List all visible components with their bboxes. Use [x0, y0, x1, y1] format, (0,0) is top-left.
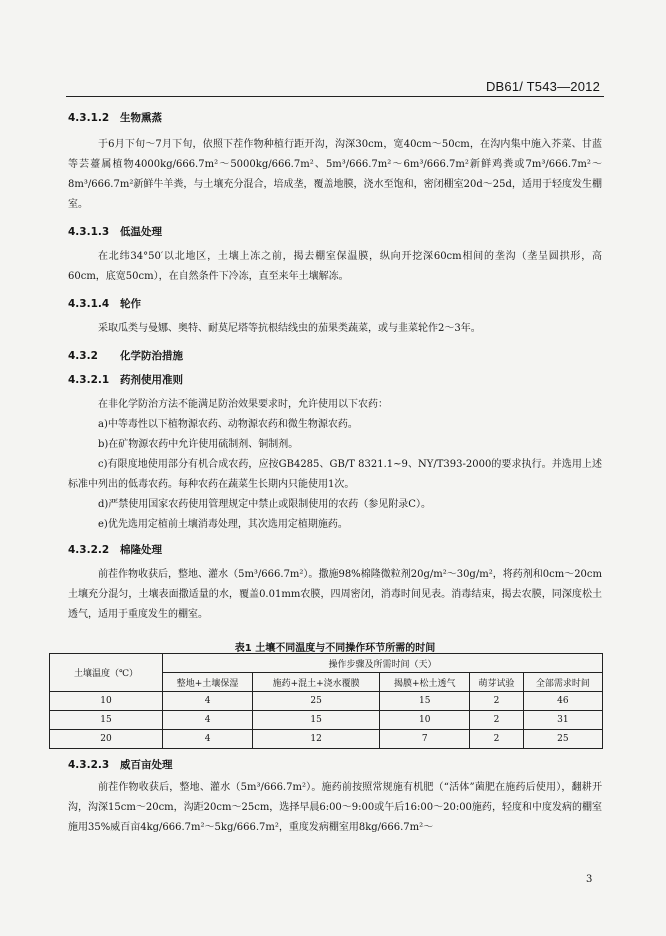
heading-number: 4.3.2.1 [68, 374, 110, 386]
list-item-e: e)优先选用定植前土壤消毒处理，其次选用定植期施药。 [98, 519, 348, 530]
table-cell: 10 [50, 692, 163, 711]
table-cell: 15 [380, 692, 470, 711]
heading-4322 [68, 543, 602, 557]
heading-title: 化学防治措施 [120, 350, 183, 362]
table-col-header: 施药+混土+浇水覆膜 [253, 673, 380, 692]
heading-number: 4.3.1.2 [68, 112, 110, 124]
heading-4314 [68, 297, 602, 311]
table-cell: 25 [253, 692, 380, 711]
table-group-header: 操作步骤及所需时间（天） [163, 654, 603, 673]
table-col-header: 全部需求时间 [523, 673, 602, 692]
table-cell: 4 [163, 692, 253, 711]
table-cell: 15 [253, 711, 380, 730]
page-number: 3 [586, 874, 593, 885]
heading-number: 4.3.2.3 [68, 759, 110, 771]
table-col-header: 萌芽试验 [470, 673, 523, 692]
table-col-header: 整地+土壤保湿 [163, 673, 253, 692]
table-cell: 15 [50, 711, 163, 730]
document-code: DB61/ T543—2012 [485, 79, 600, 94]
soil-temperature-table [49, 653, 603, 749]
table-cell: 7 [380, 730, 470, 749]
table-cell: 25 [523, 730, 602, 749]
table-cell: 2 [470, 730, 523, 749]
heading-number: 4.3.2.2 [68, 544, 110, 556]
heading-title: 棉隆处理 [120, 544, 162, 556]
list-item-b: b)在矿物源农药中允许使用硫制剂、铜制剂。 [98, 439, 299, 450]
heading-title: 低温处理 [120, 226, 162, 238]
heading-title: 生物熏蒸 [120, 112, 162, 124]
heading-4321 [68, 373, 602, 387]
table-cell: 4 [163, 730, 253, 749]
heading-title: 药剂使用准则 [120, 374, 183, 386]
table-cell: 31 [523, 711, 602, 730]
table-cell: 2 [470, 692, 523, 711]
heading-4312 [68, 111, 602, 125]
table-row [50, 730, 603, 749]
page-body [68, 106, 602, 654]
table-row-header: 土壤温度（℃） [50, 654, 163, 692]
table-cell: 20 [50, 730, 163, 749]
table-cell: 4 [163, 711, 253, 730]
heading-title: 轮作 [120, 298, 141, 310]
paragraph-pesticide-intro: 在非化学防治方法不能满足防治效果要求时，允许使用以下农药： [98, 399, 388, 410]
table-col-header: 揭膜+松土透气 [380, 673, 470, 692]
table-row [50, 711, 603, 730]
paragraph-metam: 前茬作物收获后，整地、灌水（5m³/666.7m²）。施药前按照常规施有机肥（“活体”菌肥在施药后使用），翻耕开沟，沟深15cm～20cm，沟距20cm～25cm，选择早晨6:00～9:00或午后16:00～20:00施药，轻度和中度发病的棚室施用35%威百亩4kg/666.7m²～5kg/666.7m²，重度发病棚室用8kg/666.7m²～ [68, 782, 602, 833]
header-rule [66, 96, 604, 97]
paragraph-rotation: 采取瓜类与曼娜、奥特、耐莫尼塔等抗根结线虫的茄果类蔬菜，或与韭菜轮作2～3年。 [98, 323, 481, 334]
heading-number: 4.3.2 [68, 350, 98, 362]
paragraph-biofumigation: 于6月下旬～7月下旬，依照下茬作物种植行距开沟，沟深30cm，宽40cm～50cm，在沟内集中施入芥菜、甘蓝等芸薹属植物4000kg/666.7m²～5000kg/666.7m²、5m³/666.7m²～6m³/666.7m²新鲜鸡粪或7m³/666.7m²～8m³/666.7m²新鲜牛羊粪，与土壤充分混合，培成垄，覆盖地膜，浇水至饱和，密闭棚室20d～25d，适用于轻度发生棚室。 [68, 139, 602, 210]
page-body-lower [68, 758, 602, 838]
table-caption: 表1 土壤不同温度与不同操作环节所需的时间 [234, 643, 436, 654]
paragraph-dazomet: 前茬作物收获后，整地、灌水（5m³/666.7m²）。撒施98%棉隆微粒剂20g/m²～30g/m²，将药剂和0cm～20cm土壤充分混匀，土壤表面撒适量的水，覆盖0.01mm农膜，四周密闭，消毒时间见表。消毒结束，揭去农膜，同深度松土透气，适用于重度发生的棚室。 [68, 569, 602, 620]
table-row [50, 692, 603, 711]
table-cell: 46 [523, 692, 602, 711]
heading-4323 [68, 758, 602, 772]
table-cell: 12 [253, 730, 380, 749]
list-item-c: c)有限度地使用部分有机合成农药，应按GB4285、GB/T 8321.1~9、NY/T393-2000的要求执行。并选用上述标准中列出的低毒农药。每种农药在蔬菜生长期内只能使用1次。 [68, 459, 602, 490]
heading-number: 4.3.1.4 [68, 298, 110, 310]
paragraph-low-temp: 在北纬34°50′以北地区，土壤上冻之前，揭去棚室保温膜，纵向开挖深60cm相间的垄沟（垄呈圆拱形，高60cm，底宽50cm），在自然条件下冷冻，直至来年土壤解冻。 [68, 251, 602, 282]
heading-4313 [68, 225, 602, 239]
heading-432 [68, 349, 602, 363]
heading-title: 威百亩处理 [120, 759, 173, 771]
list-item-a: a)中等毒性以下植物源农药、动物源农药和微生物源农药。 [98, 419, 358, 430]
table-cell: 2 [470, 711, 523, 730]
heading-number: 4.3.1.3 [68, 226, 110, 238]
list-item-d: d)严禁使用国家农药使用管理规定中禁止或限制使用的农药（参见附录C）。 [98, 499, 431, 510]
table-cell: 10 [380, 711, 470, 730]
